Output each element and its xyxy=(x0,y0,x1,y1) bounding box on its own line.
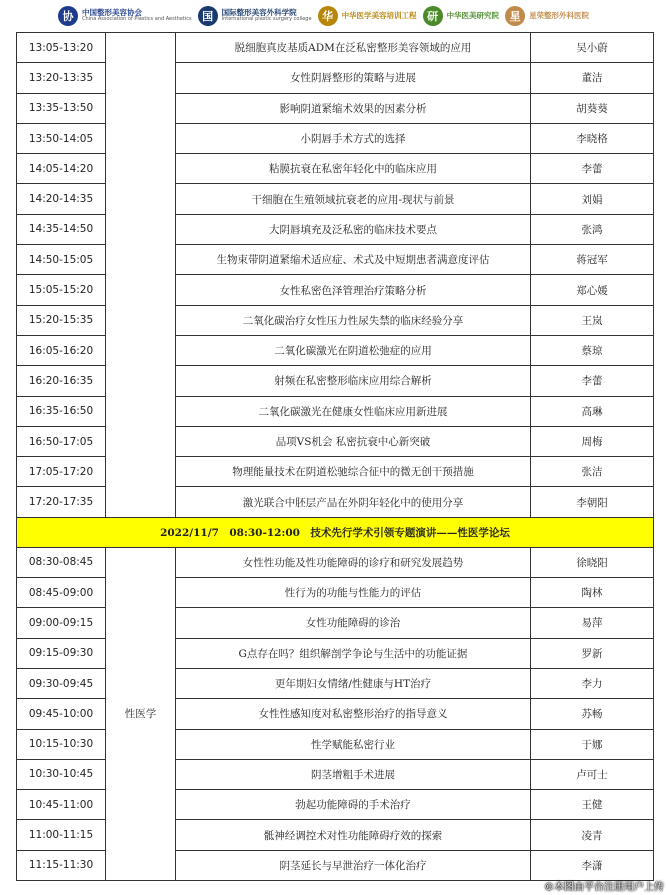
time-cell: 10:30-10:45 xyxy=(17,759,106,789)
topic-cell: 生物束带阴道紧缩术适应症、术式及中短期患者满意度评估 xyxy=(176,245,531,275)
table-row xyxy=(17,547,654,577)
time-cell: 13:20-13:35 xyxy=(17,63,106,93)
topic-cell: 激光联合中胚层产品在外阴年轻化中的使用分享 xyxy=(176,487,531,517)
time-cell: 14:50-15:05 xyxy=(17,245,106,275)
topic-cell: 干细胞在生殖领域抗衰老的应用-现状与前景 xyxy=(176,184,531,214)
speaker-cell: 郑心媛 xyxy=(531,275,654,305)
logo-3 xyxy=(318,2,417,30)
time-cell: 16:20-16:35 xyxy=(17,366,106,396)
time-cell: 10:15-10:30 xyxy=(17,729,106,759)
speaker-cell: 刘娟 xyxy=(531,184,654,214)
topic-cell: 粘膜抗衰在私密年轻化中的临床应用 xyxy=(176,154,531,184)
time-cell: 15:05-15:20 xyxy=(17,275,106,305)
topic-cell: 女性性感知度对私密整形治疗的指导意义 xyxy=(176,699,531,729)
time-cell: 13:35-13:50 xyxy=(17,93,106,123)
time-cell: 14:05-14:20 xyxy=(17,154,106,184)
speaker-cell: 蒋冠军 xyxy=(531,245,654,275)
schedule-table xyxy=(16,32,654,881)
time-cell: 09:15-09:30 xyxy=(17,638,106,668)
logo-5 xyxy=(505,2,589,30)
time-cell: 08:45-09:00 xyxy=(17,578,106,608)
logo-4 xyxy=(423,2,500,30)
speaker-cell: 李蕾 xyxy=(531,366,654,396)
speaker-cell: 高琳 xyxy=(531,396,654,426)
speaker-cell: 蔡琼 xyxy=(531,335,654,365)
logo-text: 国际整形美容外科学院 xyxy=(221,8,297,18)
topic-cell: 二氧化碳激光在健康女性临床应用新进展 xyxy=(176,396,531,426)
speaker-cell: 李力 xyxy=(531,668,654,698)
topic-cell: 女性阴唇整形的策略与进展 xyxy=(176,63,531,93)
time-cell: 10:45-11:00 xyxy=(17,790,106,820)
topic-cell: 大阴唇填充及泛私密的临床技术要点 xyxy=(176,214,531,244)
speaker-cell: 吴小蔚 xyxy=(531,33,654,63)
speaker-cell: 王健 xyxy=(531,790,654,820)
time-cell: 17:05-17:20 xyxy=(17,457,106,487)
time-cell: 14:20-14:35 xyxy=(17,184,106,214)
time-cell: 14:35-14:50 xyxy=(17,214,106,244)
time-cell: 15:20-15:35 xyxy=(17,305,106,335)
topic-cell: 脱细胞真皮基质ADM在泛私密整形美容领域的应用 xyxy=(176,33,531,63)
topic-cell: 影响阴道紧缩术效果的因素分析 xyxy=(176,93,531,123)
speaker-cell: 李朝阳 xyxy=(531,487,654,517)
session-banner-row xyxy=(17,517,654,547)
time-cell: 09:00-09:15 xyxy=(17,608,106,638)
time-cell: 09:30-09:45 xyxy=(17,668,106,698)
logo-text: 星荣整形外科医院 xyxy=(529,11,590,21)
time-cell: 11:00-11:15 xyxy=(17,820,106,850)
logo-emblem-icon: 华 xyxy=(318,6,338,26)
speaker-cell: 李晓格 xyxy=(531,123,654,153)
topic-cell: 骶神经调控术对性功能障碍疗效的探索 xyxy=(176,820,531,850)
logo-text: 中国整形美容协会 xyxy=(82,8,142,18)
logo-subtext: International plastic surgery college xyxy=(221,16,312,23)
topic-cell: 阴茎增粗手术进展 xyxy=(176,759,531,789)
time-cell: 16:50-17:05 xyxy=(17,426,106,456)
logo-emblem-icon: 星 xyxy=(505,6,525,26)
time-cell: 16:05-16:20 xyxy=(17,335,106,365)
logo-bar xyxy=(0,0,668,32)
topic-cell: 品项VS机会 私密抗衰中心新突破 xyxy=(176,426,531,456)
speaker-cell: 张鸿 xyxy=(531,214,654,244)
time-cell: 08:30-08:45 xyxy=(17,547,106,577)
speaker-cell: 胡葵葵 xyxy=(531,93,654,123)
speaker-cell: 李潇 xyxy=(531,850,654,880)
speaker-cell: 于娜 xyxy=(531,729,654,759)
topic-cell: 女性功能障碍的诊治 xyxy=(176,608,531,638)
logo-text: 中华医学美容培训工程 xyxy=(341,11,417,21)
speaker-cell: 卢可士 xyxy=(531,759,654,789)
speaker-cell: 苏畅 xyxy=(531,699,654,729)
speaker-cell: 凌青 xyxy=(531,820,654,850)
speaker-cell: 陶林 xyxy=(531,578,654,608)
logo-text: 中华医美研究院 xyxy=(446,11,500,21)
time-cell: 13:05-13:20 xyxy=(17,33,106,63)
topic-cell: 女性性功能及性功能障碍的诊疗和研究发展趋势 xyxy=(176,547,531,577)
topic-cell: 更年期妇女情绪/性健康与HT治疗 xyxy=(176,668,531,698)
topic-cell: G点存在吗？组织解剖学争论与生活中的功能证据 xyxy=(176,638,531,668)
logo-2 xyxy=(198,2,312,30)
topic-cell: 射频在私密整形临床应用综合解析 xyxy=(176,366,531,396)
topic-cell: 性行为的功能与性能力的评估 xyxy=(176,578,531,608)
topic-cell: 物理能量技术在阴道松驰综合征中的微无创干预措施 xyxy=(176,457,531,487)
logo-1 xyxy=(58,2,192,30)
time-cell: 09:45-10:00 xyxy=(17,699,106,729)
logo-emblem-icon: 国 xyxy=(198,6,218,26)
time-cell: 16:35-16:50 xyxy=(17,396,106,426)
speaker-cell: 罗新 xyxy=(531,638,654,668)
topic-cell: 阴茎延长与早泄治疗一体化治疗 xyxy=(176,850,531,880)
session-banner: 2022/11/7 08:30-12:00 技术先行学术引领专题演讲——性医学论坛 xyxy=(17,517,654,547)
topic-cell: 女性私密色泽管理治疗策略分析 xyxy=(176,275,531,305)
time-cell: 11:15-11:30 xyxy=(17,850,106,880)
speaker-cell: 李蕾 xyxy=(531,154,654,184)
topic-cell: 二氧化碳治疗女性压力性尿失禁的临床经验分享 xyxy=(176,305,531,335)
speaker-cell: 徐晓阳 xyxy=(531,547,654,577)
speaker-cell: 王岚 xyxy=(531,305,654,335)
table-row xyxy=(17,33,654,63)
speaker-cell: 易萍 xyxy=(531,608,654,638)
topic-cell: 勃起功能障碍的手术治疗 xyxy=(176,790,531,820)
category-cell: 性医学 xyxy=(106,547,176,880)
speaker-cell: 张洁 xyxy=(531,457,654,487)
logo-emblem-icon: 协 xyxy=(58,6,78,26)
speaker-cell: 董洁 xyxy=(531,63,654,93)
topic-cell: 性学赋能私密行业 xyxy=(176,729,531,759)
time-cell: 13:50-14:05 xyxy=(17,123,106,153)
time-cell: 17:20-17:35 xyxy=(17,487,106,517)
topic-cell: 小阴唇手术方式的选择 xyxy=(176,123,531,153)
logo-emblem-icon: 研 xyxy=(423,6,443,26)
category-cell xyxy=(106,33,176,518)
watermark: ©本图由平台注册用户上传 xyxy=(544,882,664,893)
speaker-cell: 周梅 xyxy=(531,426,654,456)
logo-subtext: China Association of Plastics and Aesthetics xyxy=(82,16,192,23)
topic-cell: 二氧化碳激光在阴道松弛症的应用 xyxy=(176,335,531,365)
